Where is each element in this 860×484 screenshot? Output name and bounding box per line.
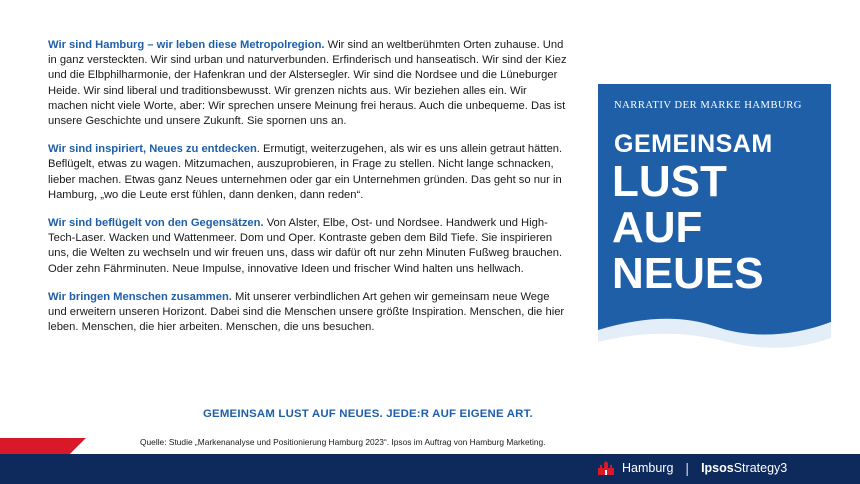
paragraph-4	[48, 290, 568, 336]
footer-branding	[596, 459, 787, 477]
paragraph-1-body: Wir sind an weltberühmten Orten zuhause. Und in ganz versteckten. Wir sind urban und naturverbunden. Erfinderisch und hanseatisch. Wir sind der Kiez und die Elbphilharmonie, der Hafenkran und der Alstersegler. Wir sind die Nordsee und die Lüneburger Heide. Wir sind liberal und traditionsbewusst. Wir grenzen nichts aus. Wir beziehen alles ein. Wir machen nicht viele Worte, aber: Wir sprechen unsere Meinung frei heraus. Auch die unbequeme. Das ist unsere Geschichte und unsere Zukunft. Sie spornen uns an.	[48, 39, 567, 128]
panel-line-3: AUF	[612, 203, 703, 252]
paragraph-4-body: Mit unserer verbindlichen Art gehen wir gemeinsam neue Wege und erweitern unseren Horizont. Dabei sind die Menschen unsere größte Inspiration. Menschen, die hier leben. Menschen, die hier arbeiten. Menschen, die uns besuchen.	[48, 290, 565, 334]
brand-panel	[598, 84, 831, 368]
panel-kicker: NARRATIV DER MARKE HAMBURG	[614, 100, 802, 111]
panel-line-4: NEUES	[612, 249, 764, 298]
paragraph-2-lead: Wir sind inspiriert, Neues zu entdecken	[48, 143, 257, 156]
closing-slogan: GEMEINSAM LUST AUF NEUES. JEDE:R AUF EIGENE ART.	[203, 408, 533, 420]
paragraph-2-body: . Ermutigt, weiterzugehen, als wir es uns allein getraut hätten. Beflügelt, etwas zu wagen. Mitzumachen, auszuprobieren, in Frage zu stellen. Nicht lange schnacken, lieber machen. Etwas ganz Neues unternehmen oder gar ein Unternehmen gründen. Das geht so nur in Hamburg, „wo die Leute erst fühlen, dann denken, dann reden“.	[48, 143, 563, 201]
paragraph-4-lead: Wir bringen Menschen zusammen.	[48, 290, 232, 303]
footer-strategy-label: Strategy3	[733, 461, 788, 475]
footer-separator: |	[685, 460, 690, 476]
paragraph-1	[48, 38, 568, 129]
paragraph-3-body: Von Alster, Elbe, Ost- und Nordsee. Handwerk und High-Tech-Laser. Wacken und Wattenmeer. Dom und Oper. Kontraste geben dem Bild Tiefe. Sie inspirieren uns, die Welten zu wechseln und wir freuen uns, dass wir dafür oft nur zehn Minuten Fußweg brauchen. Oder zehn Fährminuten. Neue Impulse, innovative Ideen und frischer Wind halten uns hellwach.	[48, 217, 563, 275]
paragraph-1-lead: Wir sind Hamburg – wir leben diese Metropolregion.	[48, 39, 325, 51]
footer-hamburg-label: Hamburg	[622, 461, 674, 475]
narrative-text	[48, 38, 568, 348]
paragraph-3	[48, 216, 568, 277]
panel-line-1: GEMEINSAM	[614, 130, 773, 158]
footer-ipsos-label: Ipsos	[701, 461, 734, 475]
panel-wave-graphic	[598, 308, 831, 368]
paragraph-2	[48, 142, 568, 203]
hamburg-castle-icon	[596, 460, 616, 476]
paragraph-3-lead: Wir sind beflügelt von den Gegensätzen.	[48, 217, 264, 230]
panel-line-2: LUST	[612, 157, 727, 206]
source-note: Quelle: Studie „Markenanalyse und Positionierung Hamburg 2023“. Ipsos im Auftrag von Hamburg Marketing.	[140, 437, 546, 447]
